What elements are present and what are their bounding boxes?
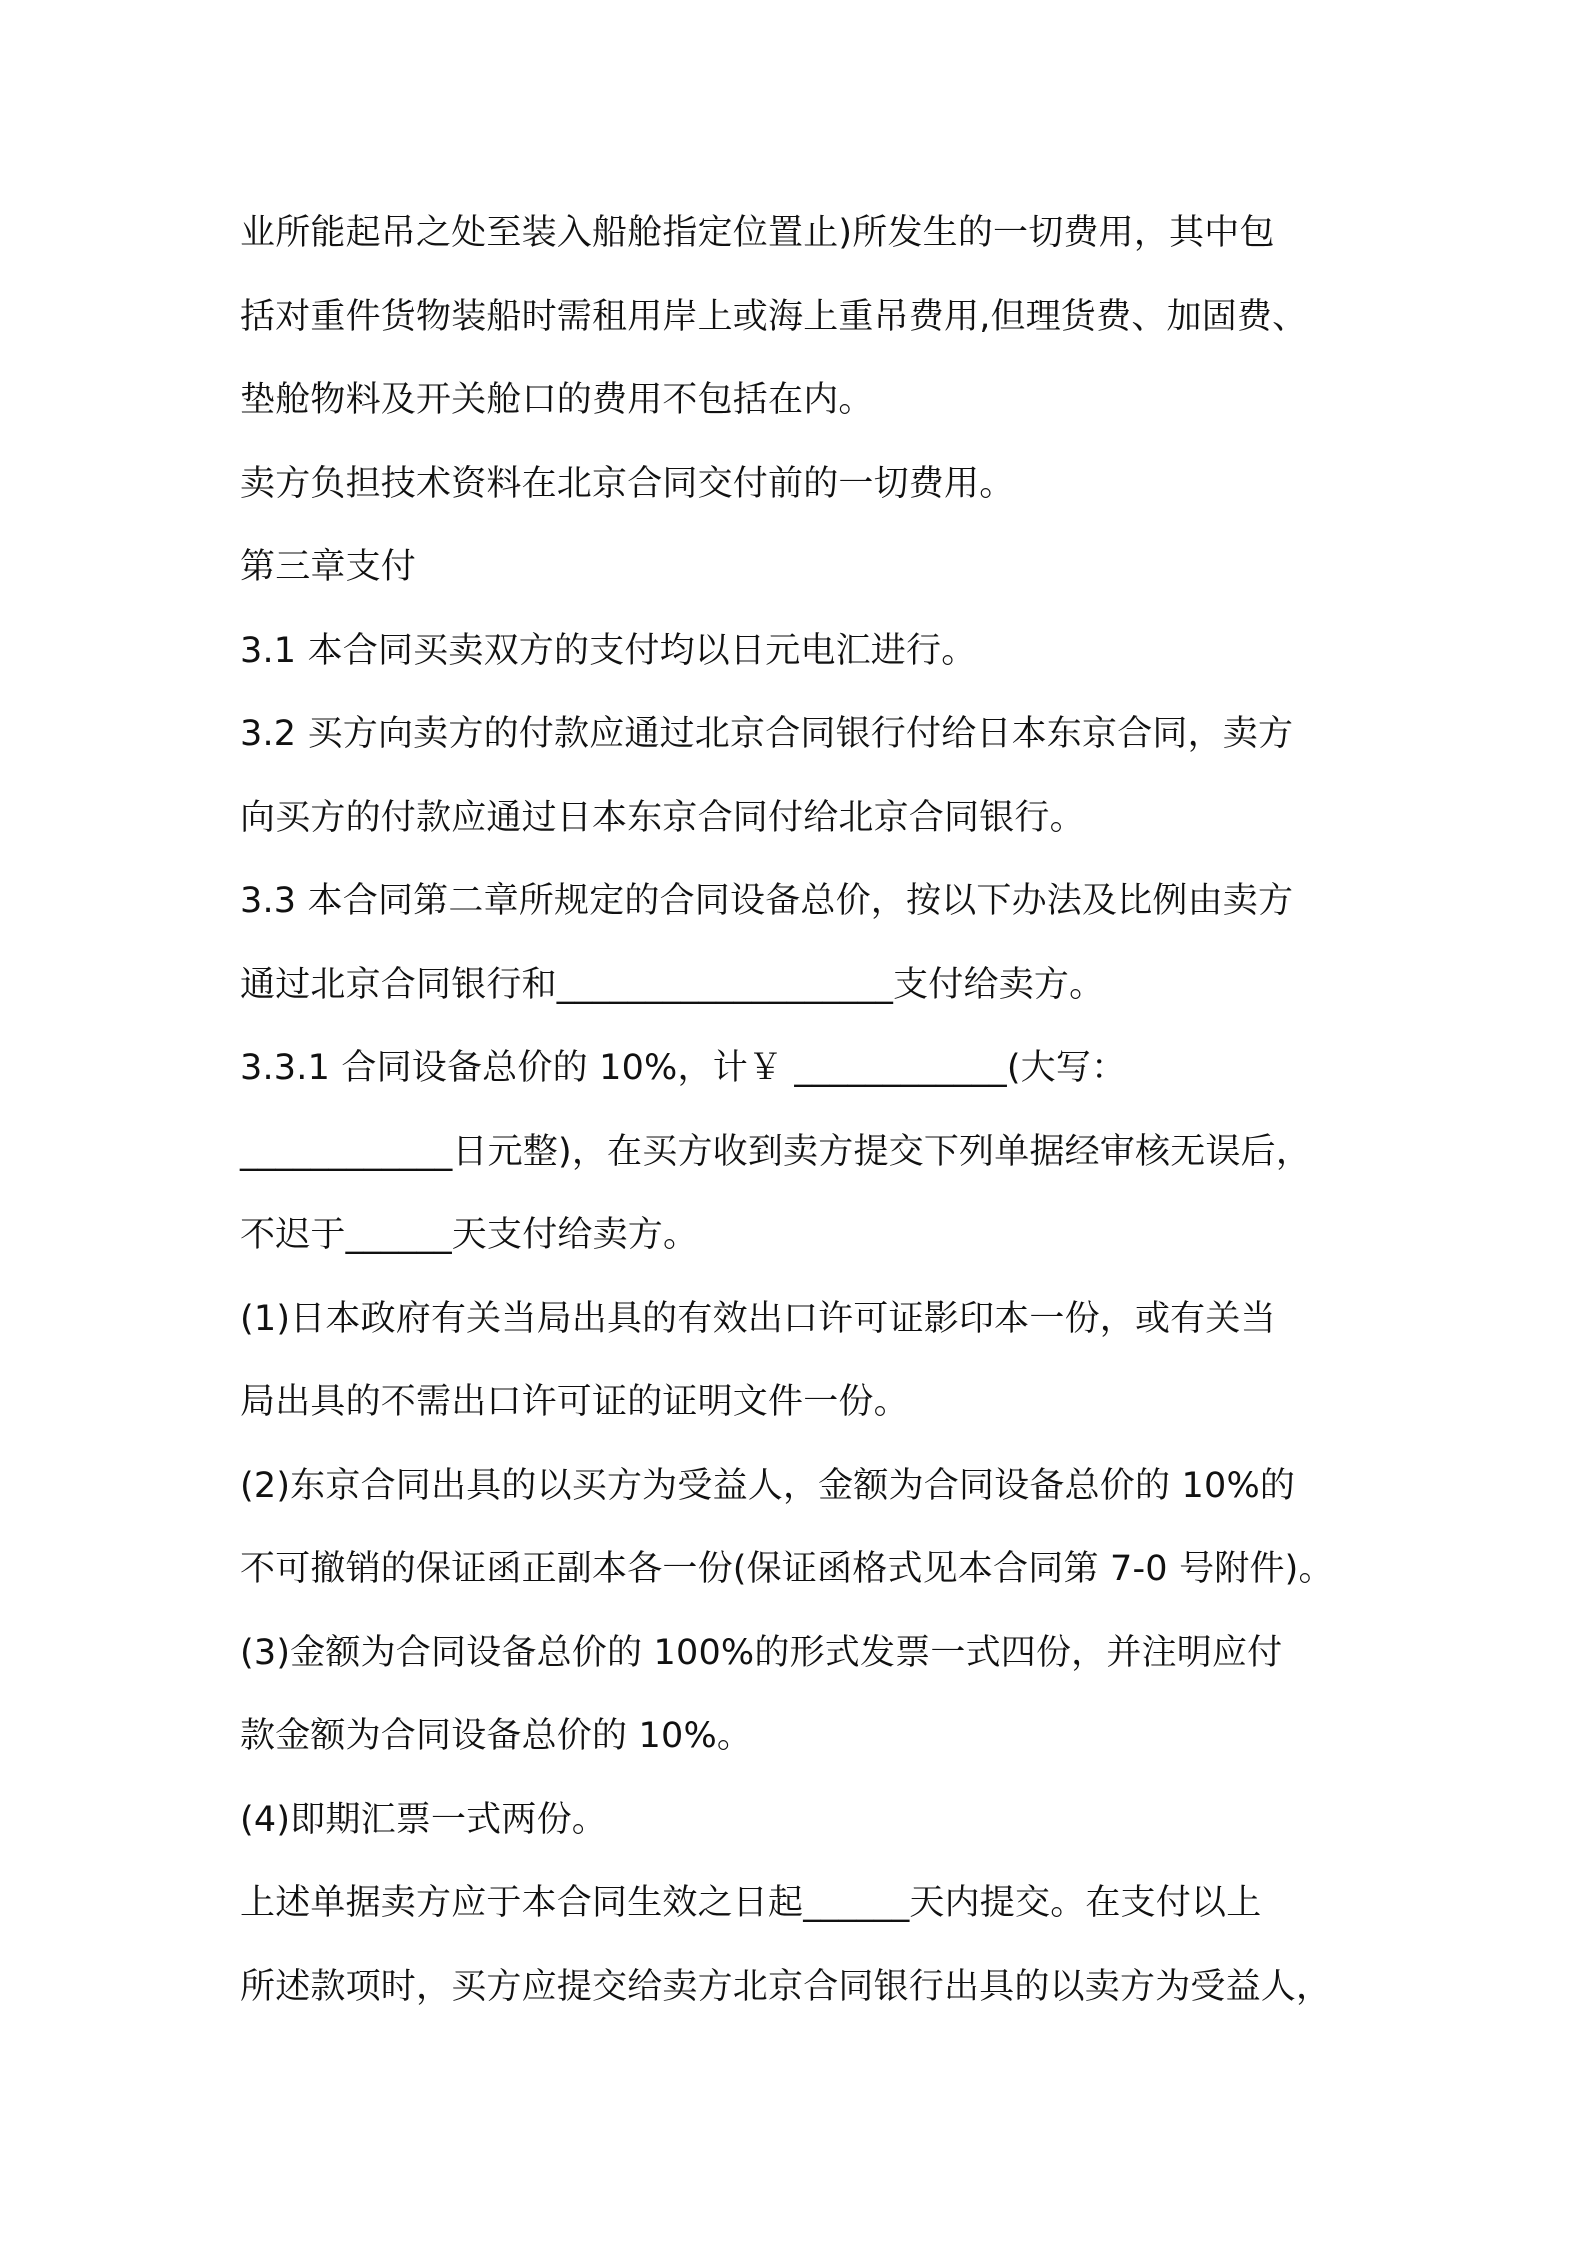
list-item-2: (2)东京合同出具的以买方为受益人，金额为合同设备总价的 10%的 — [240, 1465, 1296, 1506]
paragraph-line: 卖方负担技术资料在北京合同交付前的一切费用。 — [240, 463, 1015, 504]
paragraph-line: 垫舱物料及开关舱口的费用不包括在内。 — [240, 380, 874, 420]
clause-3-1: 3.1 本合同买卖双方的支付均以日元电汇进行。 — [240, 630, 977, 671]
list-item-3: (3)金额为合同设备总价的 100%的形式发票一式四份，并注明应付 — [240, 1632, 1283, 1673]
paragraph-line: 不可撤销的保证函正副本各一份(保证函格式见本合同第 7-0 号附件)。 — [240, 1549, 1334, 1589]
clause-3-3: 3.3 本合同第二章所规定的合同设备总价，按以下办法及比例由卖方 — [240, 881, 1294, 921]
paragraph-line: 所述款项时，买方应提交给卖方北京合同银行出具的以卖方为受益人， — [240, 1966, 1332, 2007]
list-item-1: (1)日本政府有关当局出具的有效出口许可证影印本一份，或有关当 — [240, 1298, 1276, 1339]
chapter-heading: 第三章支付 — [240, 547, 417, 587]
paragraph-line: 业所能起吊之处至装入船舱指定位置止)所发生的一切费用，其中包 — [240, 213, 1275, 253]
clause-3-3-1: 3.3.1 合同设备总价的 10%，计￥ ____________(大写： — [240, 1048, 1127, 1088]
document-body — [240, 192, 1380, 2029]
paragraph-line: 不迟于______天支付给卖方。 — [240, 1215, 699, 1255]
paragraph-line: 向买方的付款应通过日本东京合同付给北京合同银行。 — [240, 797, 1085, 838]
paragraph-line: 局出具的不需出口许可证的证明文件一份。 — [240, 1382, 909, 1422]
paragraph-line: ____________日元整)，在买方收到卖方提交下列单据经审核无误后， — [240, 1131, 1312, 1172]
paragraph-line: 括对重件货物装船时需租用岸上或海上重吊费用,但理货费、加固费、 — [240, 296, 1308, 337]
paragraph-line: 款金额为合同设备总价的 10%。 — [240, 1716, 753, 1756]
paragraph-line: 通过北京合同银行和___________________支付给卖方。 — [240, 964, 1105, 1005]
clause-3-2: 3.2 买方向卖方的付款应通过北京合同银行付给日本东京合同，卖方 — [240, 714, 1294, 754]
list-item-4: (4)即期汇票一式两份。 — [240, 1799, 607, 1840]
paragraph-line: 上述单据卖方应于本合同生效之日起______天内提交。在支付以上 — [240, 1883, 1262, 1923]
